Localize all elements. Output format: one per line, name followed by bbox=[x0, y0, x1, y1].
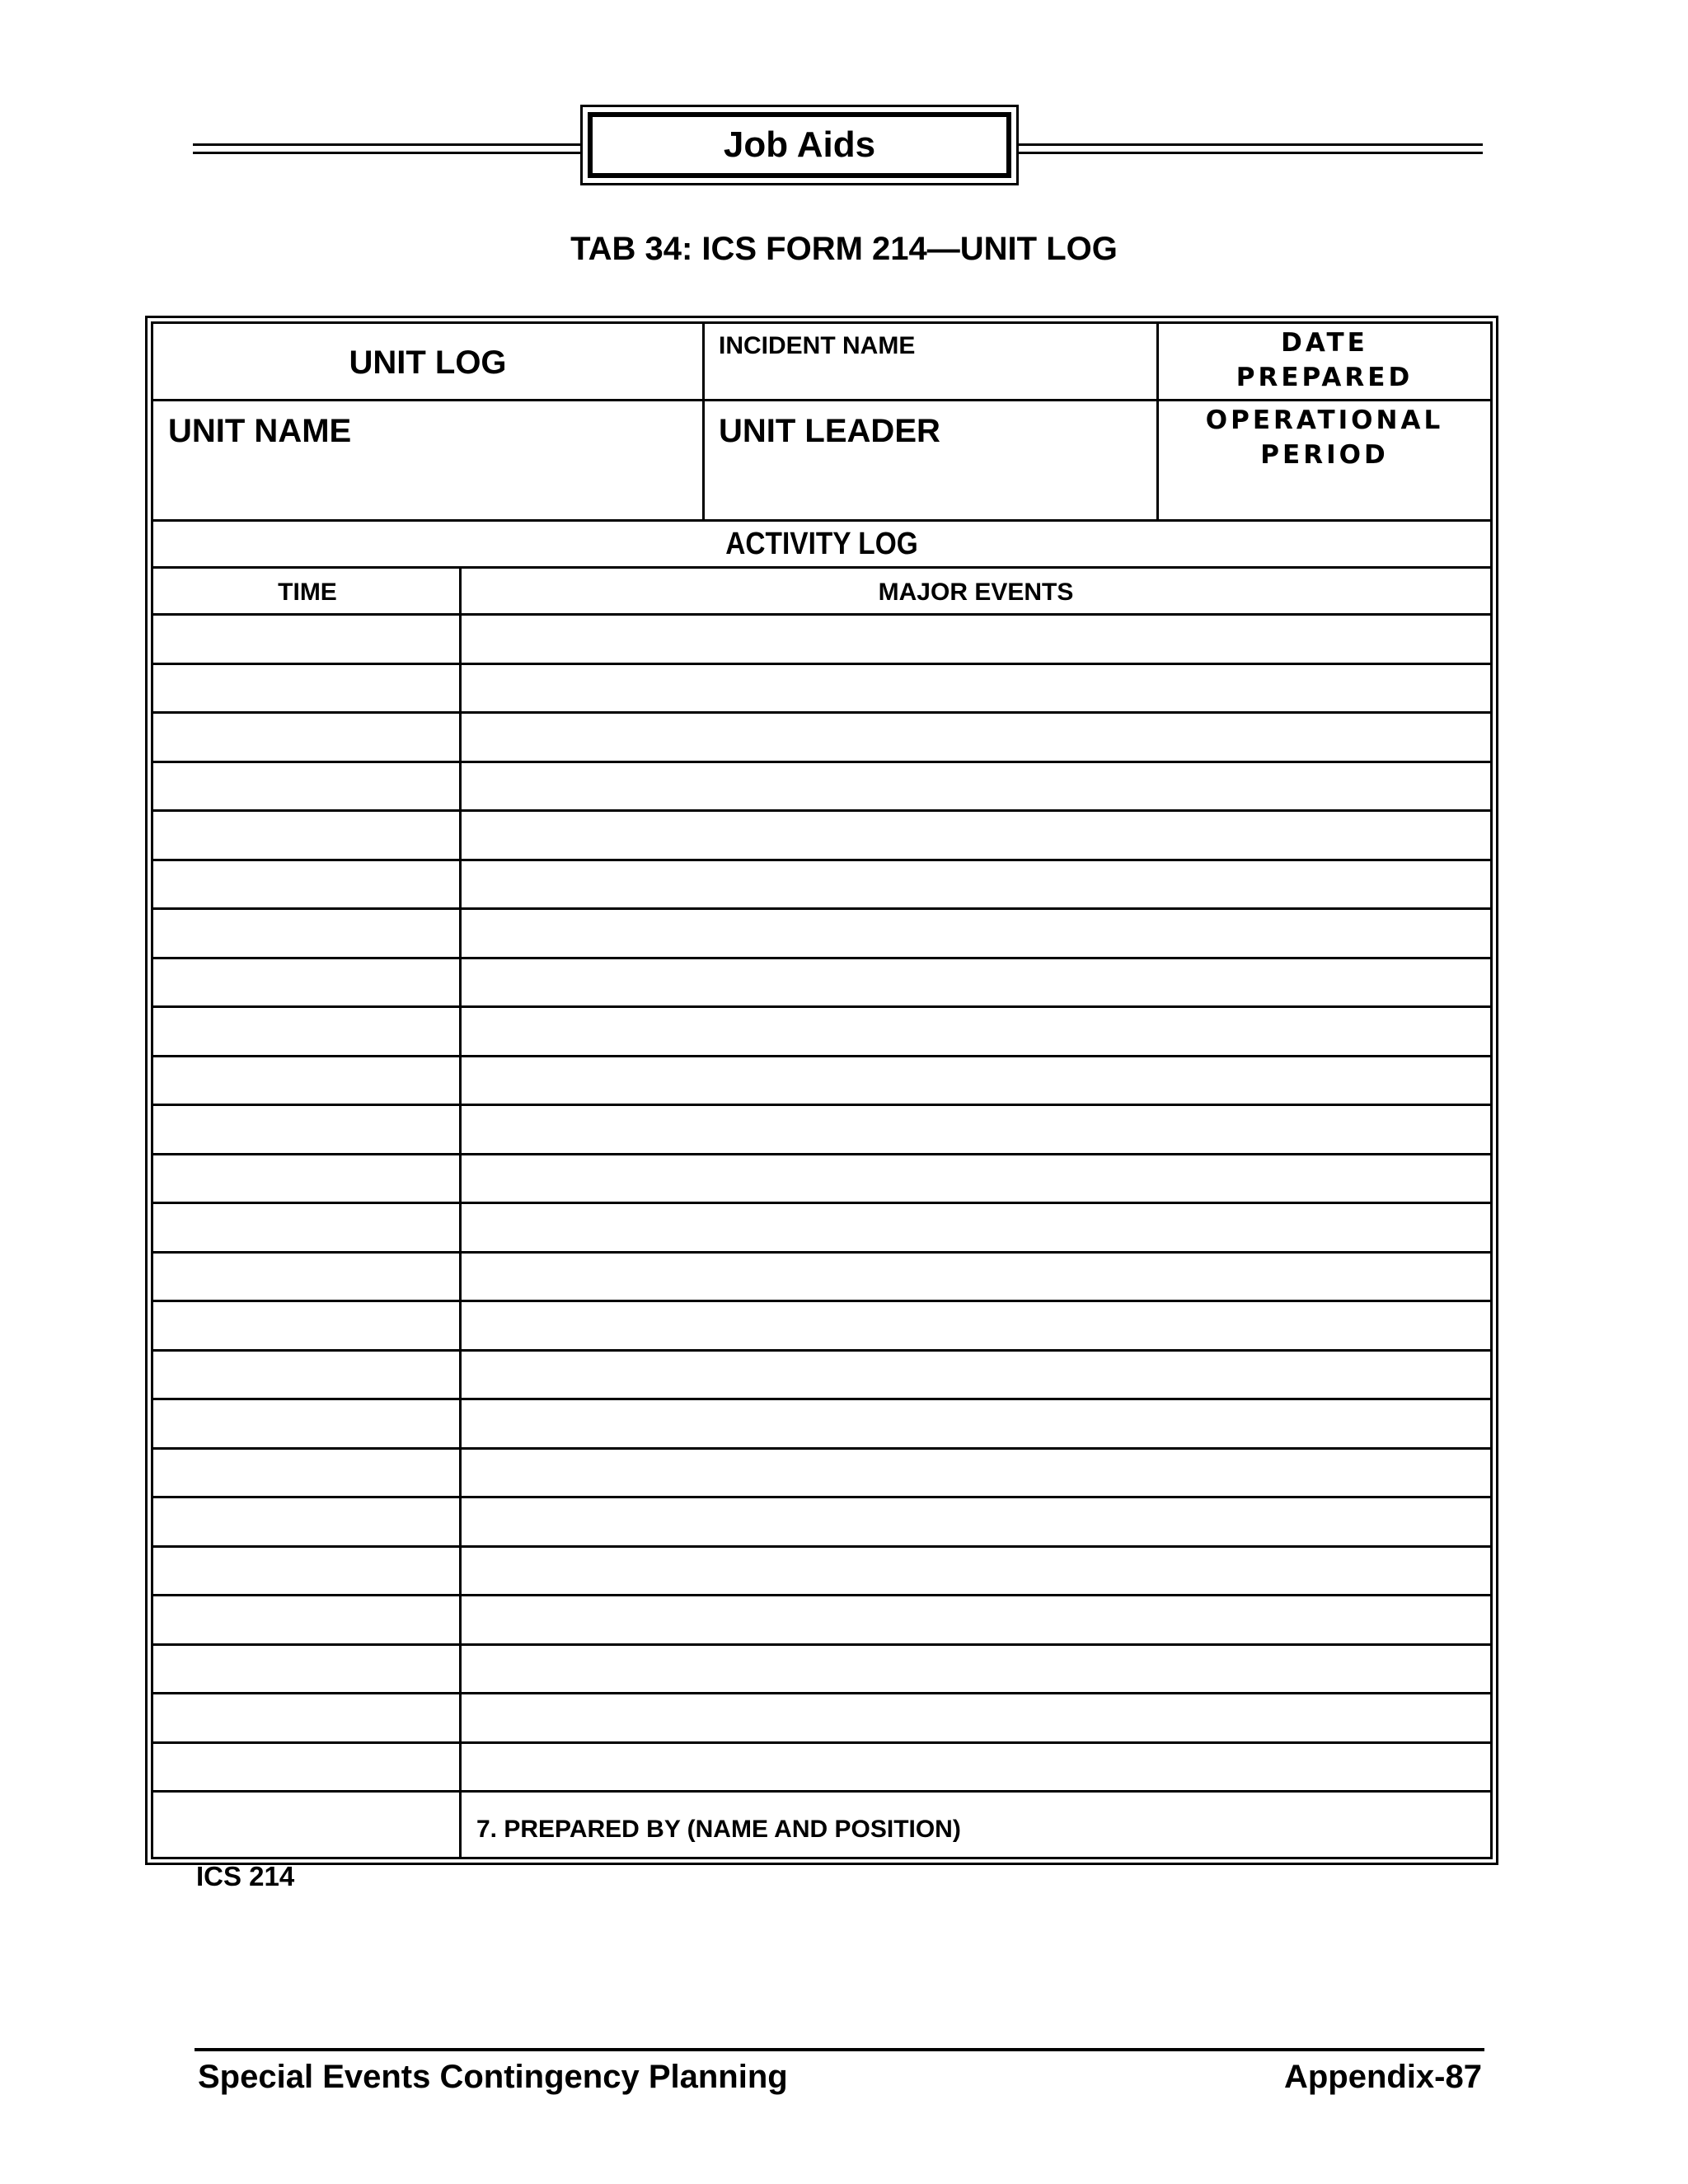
time-cell[interactable] bbox=[153, 910, 462, 957]
event-cell[interactable] bbox=[462, 763, 1490, 810]
major-events-column-header: MAJOR EVENTS bbox=[878, 578, 1074, 606]
log-row bbox=[153, 763, 1490, 813]
unit-leader-label: UNIT LEADER bbox=[719, 413, 940, 449]
time-cell[interactable] bbox=[153, 714, 462, 761]
log-row bbox=[153, 1155, 1490, 1205]
time-cell[interactable] bbox=[153, 1302, 462, 1349]
time-cell[interactable] bbox=[153, 812, 462, 859]
time-cell[interactable] bbox=[153, 1008, 462, 1055]
event-cell[interactable] bbox=[462, 1204, 1490, 1251]
activity-log-heading: ACTIVITY LOG bbox=[725, 527, 918, 561]
log-row bbox=[153, 910, 1490, 959]
event-cell[interactable] bbox=[462, 1498, 1490, 1545]
time-cell[interactable] bbox=[153, 1596, 462, 1643]
divider bbox=[153, 399, 1490, 401]
time-cell[interactable] bbox=[153, 763, 462, 810]
time-cell[interactable] bbox=[153, 1254, 462, 1301]
event-cell[interactable] bbox=[462, 1057, 1490, 1104]
prepared-by-time-cell bbox=[153, 1807, 459, 1857]
time-cell[interactable] bbox=[153, 1548, 462, 1595]
header-rule bbox=[1016, 143, 1483, 146]
form-title: UNIT LOG bbox=[349, 344, 507, 381]
time-cell[interactable] bbox=[153, 1646, 462, 1693]
event-cell[interactable] bbox=[462, 665, 1490, 712]
event-cell[interactable] bbox=[462, 1744, 1490, 1791]
log-row bbox=[153, 959, 1490, 1009]
event-cell[interactable] bbox=[462, 1548, 1490, 1595]
time-cell[interactable] bbox=[153, 616, 462, 663]
log-row bbox=[153, 1254, 1490, 1303]
prepared-by-label: 7. PREPARED BY (NAME AND POSITION) bbox=[476, 1816, 961, 1843]
log-row bbox=[153, 1008, 1490, 1057]
event-cell[interactable] bbox=[462, 1646, 1490, 1693]
event-cell[interactable] bbox=[462, 1352, 1490, 1399]
time-cell[interactable] bbox=[153, 1694, 462, 1741]
event-cell[interactable] bbox=[462, 1008, 1490, 1055]
operational-period-label: OPERATIONAL PERIOD bbox=[1205, 405, 1444, 470]
incident-name-label: INCIDENT NAME bbox=[719, 332, 916, 359]
unit-name-field[interactable] bbox=[153, 451, 702, 522]
time-column-header: TIME bbox=[278, 578, 337, 606]
time-cell[interactable] bbox=[153, 665, 462, 712]
log-row bbox=[153, 1498, 1490, 1548]
header-rule bbox=[1016, 152, 1483, 154]
log-row bbox=[153, 1548, 1490, 1597]
event-cell[interactable] bbox=[462, 1106, 1490, 1153]
event-cell[interactable] bbox=[462, 1596, 1490, 1643]
time-cell[interactable] bbox=[153, 1498, 462, 1545]
unit-name-label: UNIT NAME bbox=[168, 413, 352, 449]
time-cell[interactable] bbox=[153, 1352, 462, 1399]
unit-log-form bbox=[151, 321, 1493, 1859]
log-row bbox=[153, 616, 1490, 665]
section-label: Job Aids bbox=[588, 112, 1011, 178]
time-cell[interactable] bbox=[153, 959, 462, 1006]
date-prepared-label: DATE PREPARED bbox=[1236, 328, 1414, 392]
log-row bbox=[153, 1302, 1490, 1352]
event-cell[interactable] bbox=[462, 1400, 1490, 1447]
log-row bbox=[153, 1744, 1490, 1793]
log-row bbox=[153, 1106, 1490, 1155]
event-cell[interactable] bbox=[462, 616, 1490, 663]
time-cell[interactable] bbox=[153, 1155, 462, 1202]
event-cell[interactable] bbox=[462, 1694, 1490, 1741]
event-cell[interactable] bbox=[462, 1450, 1490, 1497]
log-row bbox=[153, 665, 1490, 715]
form-id: ICS 214 bbox=[196, 1861, 295, 1891]
operational-period-field[interactable] bbox=[1159, 477, 1490, 522]
log-row bbox=[153, 714, 1490, 763]
incident-name-field[interactable] bbox=[705, 357, 1156, 401]
time-cell[interactable] bbox=[153, 1057, 462, 1104]
footer-rule bbox=[195, 2048, 1484, 2051]
event-cell[interactable] bbox=[462, 1155, 1490, 1202]
page-number: Appendix-87 bbox=[1283, 2059, 1482, 2095]
footer-title: Special Events Contingency Planning bbox=[198, 2059, 788, 2095]
event-cell[interactable] bbox=[462, 959, 1490, 1006]
time-cell[interactable] bbox=[153, 1744, 462, 1791]
time-cell[interactable] bbox=[153, 1204, 462, 1251]
log-row bbox=[153, 812, 1490, 861]
log-row bbox=[153, 861, 1490, 911]
log-row bbox=[153, 1450, 1490, 1499]
activity-log-rows bbox=[153, 616, 1490, 1793]
time-cell[interactable] bbox=[153, 1106, 462, 1153]
time-cell[interactable] bbox=[153, 861, 462, 908]
log-row bbox=[153, 1057, 1490, 1107]
page-title: TAB 34: ICS FORM 214—UNIT LOG bbox=[570, 231, 1118, 267]
time-cell[interactable] bbox=[153, 1400, 462, 1447]
event-cell[interactable] bbox=[462, 1302, 1490, 1349]
header-rule bbox=[193, 152, 582, 154]
event-cell[interactable] bbox=[462, 861, 1490, 908]
event-cell[interactable] bbox=[462, 1254, 1490, 1301]
time-cell[interactable] bbox=[153, 1450, 462, 1497]
unit-leader-field[interactable] bbox=[705, 451, 1156, 522]
log-row bbox=[153, 1646, 1490, 1695]
event-cell[interactable] bbox=[462, 714, 1490, 761]
header-rule bbox=[193, 143, 582, 146]
log-row bbox=[153, 1204, 1490, 1254]
event-cell[interactable] bbox=[462, 812, 1490, 859]
log-row bbox=[153, 1596, 1490, 1646]
event-cell[interactable] bbox=[462, 910, 1490, 957]
log-row bbox=[153, 1694, 1490, 1744]
log-row bbox=[153, 1352, 1490, 1401]
log-row bbox=[153, 1400, 1490, 1450]
